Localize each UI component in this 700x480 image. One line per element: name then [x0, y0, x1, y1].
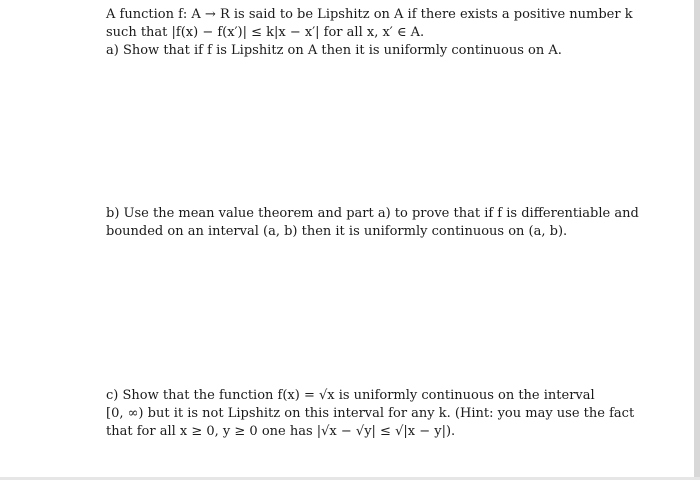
part-b — [106, 205, 639, 241]
intro-line-1: A function f: A → R is said to be Lipshitz on A if there exists a positive number k — [106, 7, 633, 22]
problem-intro — [106, 6, 633, 60]
intro-line-2: such that |f(x) − f(x′)| ≤ k|x − x′| for all x, x′ ∈ A. — [106, 25, 425, 40]
page-edge-shadow — [694, 0, 700, 480]
part-b-line-2: bounded on an interval (a, b) then it is uniformly continuous on (a, b). — [106, 224, 568, 239]
part-c-line-3: that for all x ≥ 0, y ≥ 0 one has |√x − √y| ≤ √|x − y|). — [106, 424, 456, 439]
part-a-text: a) Show that if f is Lipshitz on A then it is uniformly continuous on A. — [106, 43, 562, 58]
part-b-line-1: b) Use the mean value theorem and part a) to prove that if f is differentiable and — [106, 206, 639, 221]
part-c-line-1: c) Show that the function f(x) = √x is uniformly continuous on the interval — [106, 388, 595, 403]
part-c-line-2: [0, ∞) but it is not Lipshitz on this interval for any k. (Hint: you may use the fact — [106, 406, 635, 421]
part-c — [106, 387, 635, 441]
